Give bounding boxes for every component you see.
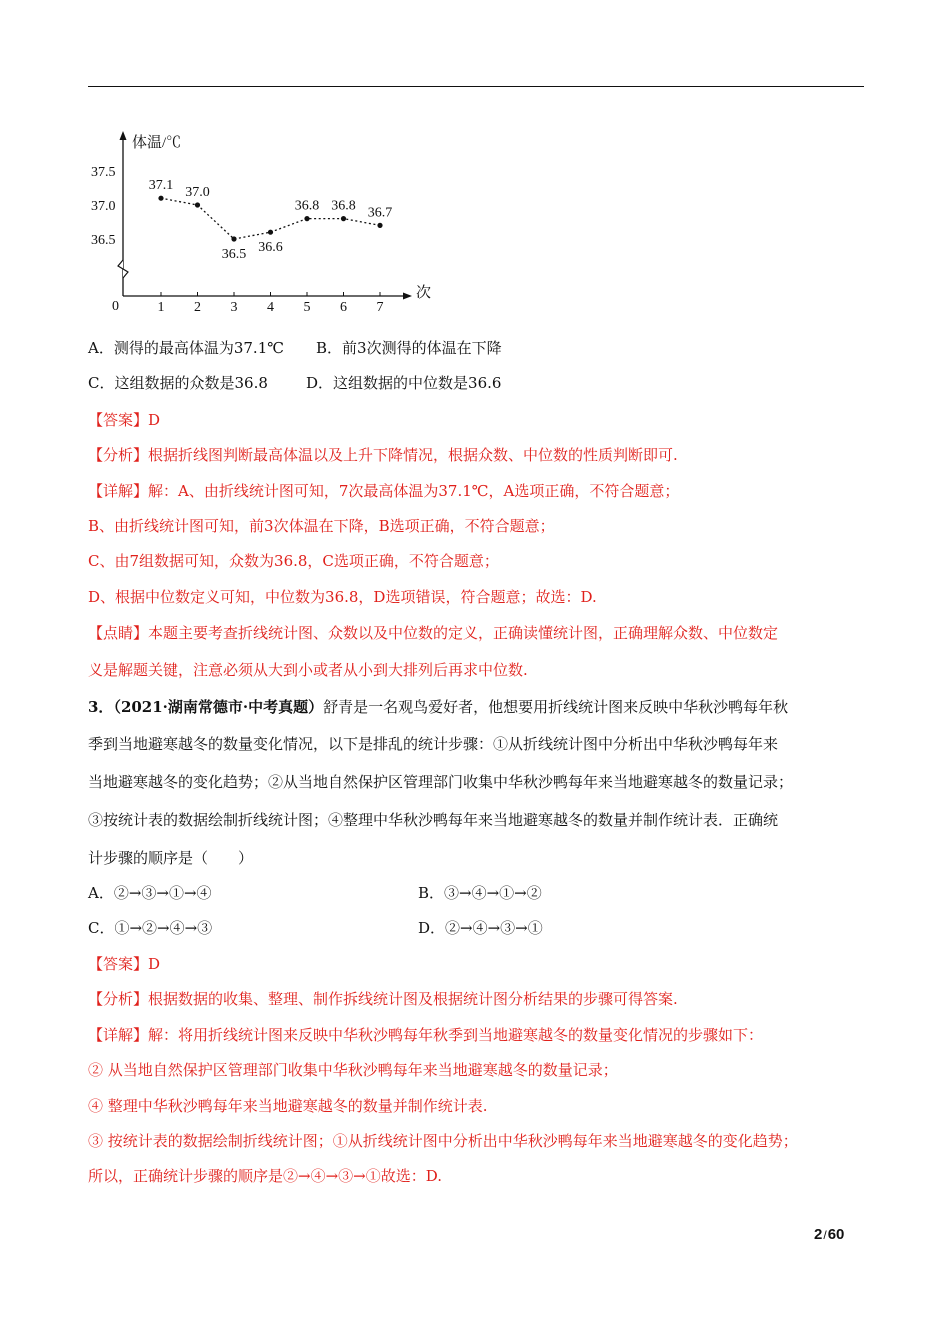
x-axis-arrow (403, 293, 412, 300)
data-point (268, 230, 273, 235)
x-tick-label: 1 (157, 300, 165, 315)
q3-option-c: C．①→②→④→③ (88, 919, 213, 937)
page-total: 60 (827, 1226, 845, 1243)
q3-stem-line3: 当地避寒越冬的变化趋势；②从当地自然保护区管理部门收集中华秋沙鸭每年来当地避寒越冬的数量记录； (88, 773, 794, 791)
q2-option-b: B．前3次测得的体温在下降 (316, 339, 502, 357)
origin-label: 0 (112, 299, 119, 314)
data-label: 36.5 (221, 247, 247, 262)
q3-detail-intro: 【详解】解：将用折线统计图来反映中华秋沙鸭每年秋季到当地避寒越冬的数量变化情况的步骤如下： (88, 1026, 764, 1044)
data-point (341, 216, 346, 221)
data-label: 36.8 (294, 198, 320, 214)
data-label: 37.1 (148, 178, 174, 194)
q3-answer: 【答案】D (88, 955, 161, 973)
q2-answer: 【答案】D (88, 411, 161, 429)
q2-option-a: A．测得的最高体温为37.1℃ (88, 339, 285, 357)
data-label: 36.8 (331, 198, 356, 214)
x-tick-label: 7 (376, 300, 384, 315)
y-tick-label: 37.5 (91, 165, 116, 180)
q2-analysis: 【分析】根据折线图判断最高体温以及上升下降情况，根据众数、中位数的性质判断即可. (88, 446, 678, 464)
x-tick-label: 2 (194, 300, 201, 315)
y-tick-labels (91, 165, 116, 248)
q2-detail-d: D、根据中位数定义可知，中位数为36.8，D选项错误，符合题意；故选：D. (88, 588, 597, 606)
axis-break-zigzag (118, 260, 128, 278)
q3-stem-line1 (88, 697, 788, 717)
q3-analysis: 【分析】根据数据的收集、整理、制作拆线统计图及根据统计图分析结果的步骤可得答案. (88, 990, 678, 1008)
q3-option-d: D．②→④→③→① (418, 919, 543, 937)
q2-detail-c: C、由7组数据可知，众数为36.8，C选项正确，不符合题意； (88, 552, 499, 570)
page-number (814, 1226, 844, 1243)
q3-stem-line2: 季到当地避寒越冬的数量变化情况，以下是排乱的统计步骤：①从折线统计图中分析出中华秋沙鸭每年来 (88, 735, 779, 753)
q3-detail-step2: ② 从当地自然保护区管理部门收集中华秋沙鸭每年来当地避寒越冬的数量记录； (88, 1061, 618, 1079)
data-point (377, 223, 382, 228)
data-labels (149, 178, 393, 262)
q3-stem-line4: ③按统计表的数据绘制折线统计图；④整理中华秋沙鸭每年来当地避寒越冬的数量并制作统计表．正确统 (88, 811, 779, 829)
x-tick-label: 6 (340, 300, 347, 315)
data-label: 36.7 (367, 205, 393, 221)
q2-detail-a: 【详解】解：A、由折线统计图可知，7次最高体温为37.1℃，A选项正确，不符合题意； (88, 482, 680, 500)
q3-stem-text: 舒青是一名观鸟爱好者，他想要用折线统计图来反映中华秋沙鸭每年秋 (323, 698, 789, 716)
y-axis-label: 体温/℃ (132, 135, 182, 151)
data-point (231, 236, 236, 241)
q2-option-d: D．这组数据的中位数是36.6 (306, 374, 502, 392)
x-tick-label: 4 (267, 300, 274, 315)
temperature-line-chart (88, 128, 448, 318)
data-label: 36.6 (258, 240, 283, 256)
q3-source: （2021·湖南常德市·中考真题） (113, 698, 324, 716)
page-current: 2 (814, 1226, 823, 1243)
x-axis-label: 次 (416, 285, 432, 301)
q2-comment-line2: 义是解题关键，注意必须从大到小或者从小到大排列后再求中位数. (88, 661, 528, 679)
q2-option-c: C．这组数据的众数是36.8 (88, 374, 268, 392)
q3-detail-conclusion: 所以，正确统计步骤的顺序是②→④→③→①故选：D. (88, 1167, 442, 1185)
x-tick-label: 3 (230, 300, 238, 315)
q3-option-a: A．②→③→①→④ (88, 884, 212, 902)
data-point (304, 216, 309, 221)
y-tick-label: 36.5 (91, 233, 116, 248)
q2-comment-line1: 【点睛】本题主要考查折线统计图、众数以及中位数的定义，正确读懂统计图，正确理解众数、中位数定 (88, 624, 779, 642)
y-tick-label: 37.0 (91, 199, 116, 214)
data-point (158, 196, 163, 201)
data-label: 37.0 (185, 185, 210, 200)
q2-detail-b: B、由折线统计图可知，前3次体温在下降，B选项正确，不符合题意； (88, 517, 555, 535)
q3-detail-step3-1: ③ 按统计表的数据绘制折线统计图；①从折线统计图中分析出中华秋沙鸭每年来当地避寒越冬的变化趋势； (88, 1132, 798, 1150)
x-tick-label: 5 (303, 300, 311, 315)
q3-stem-line5: 计步骤的顺序是（ ） (88, 849, 254, 867)
q3-detail-step4: ④ 整理中华秋沙鸭每年来当地避寒越冬的数量并制作统计表. (88, 1097, 488, 1115)
y-axis-arrow (120, 131, 127, 140)
q3-number: 3． (88, 698, 114, 716)
header-rule (88, 86, 864, 87)
q3-option-b: B．③→④→①→② (418, 884, 542, 902)
page-separator: / (823, 1228, 827, 1242)
data-point (195, 202, 200, 207)
